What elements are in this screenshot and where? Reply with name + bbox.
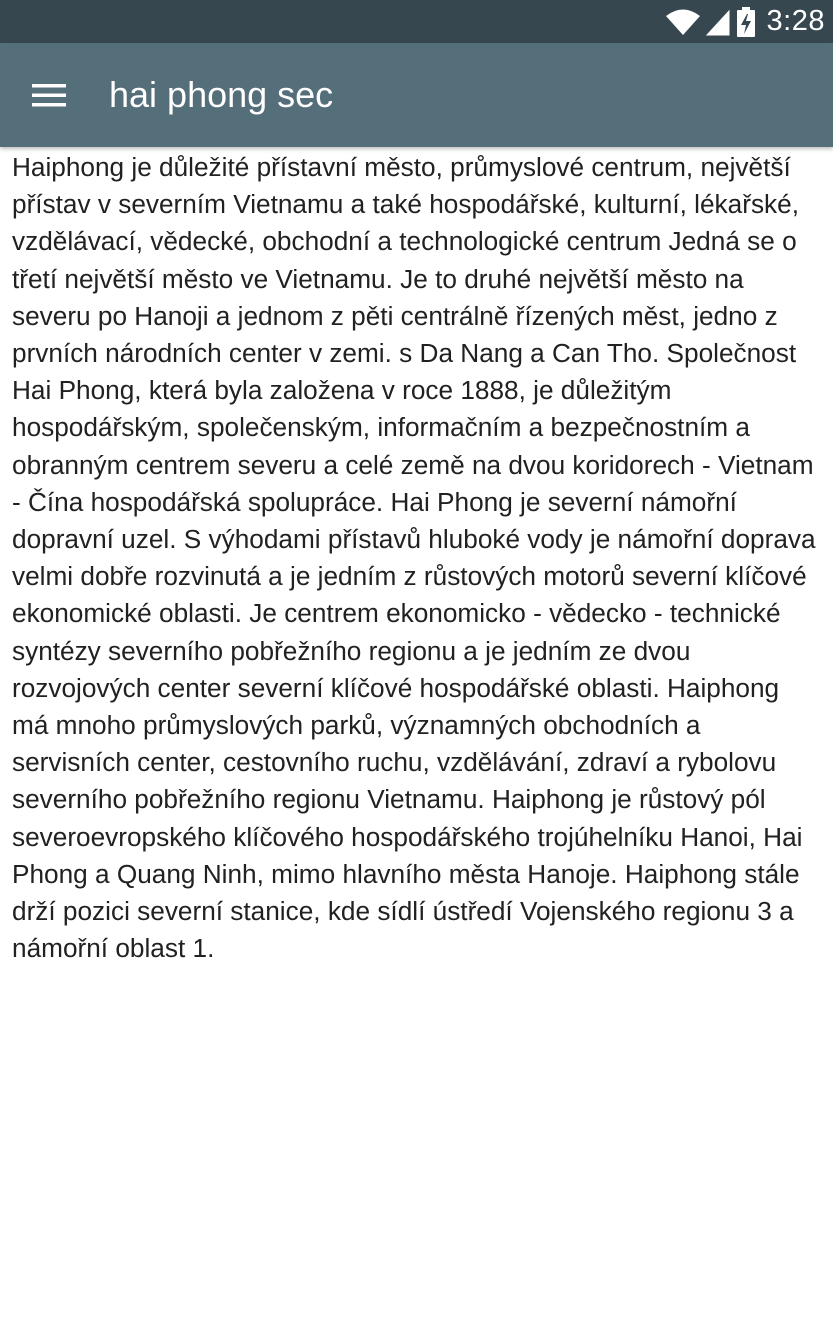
status-icons [665, 0, 825, 43]
status-time: 3:28 [766, 5, 825, 37]
hamburger-menu-icon [31, 81, 67, 109]
signal-icon [705, 7, 731, 37]
app-title: hai phong sec [109, 74, 334, 115]
wifi-icon [665, 7, 701, 37]
status-bar [0, 0, 833, 43]
article-text: Haiphong je důležité přístavní město, průmyslové centrum, největší přístav v severním Vietnamu a také hospodářské, kulturní, lékařské, vzdělávací, vědecké, obchodní a technologické centrum Jedná se o třetí největší město ve Vietnamu. Je to druhé největší město na severu po Hanoji a jednom z pěti centrálně řízených měst, jedno z prvních národních center v zemi. s Da Nang a Can Tho. Společnost Hai Phong, která byla založena v roce 1888, je důležitým hospodářským, společenským, informačním a bezpečnostním a obranným centrem severu a celé země na dvou koridorech - Vietnam - Čína hospodářská spolupráce. Hai Phong je severní námořní dopravní uzel. S výhodami přístavů hluboké vody je námořní doprava velmi dobře rozvinutá a je jedním z růstových motorů severní klíčové ekonomické oblasti. Je centrem ekonomicko - vědecko - technické syntézy severního pobřežního regionu a je jedním ze dvou rozvojových center severní klíčové hospodářské oblasti. Haiphong má mnoho průmyslových parků, významných obchodních a servisních center, cestovního ruchu, vzdělávání, zdraví a rybolovu severního pobřežního regionu Vietnamu. Haiphong je růstový pól severoevropského klíčového hospodářského trojúhelníku Hanoi, Hai Phong a Quang Ninh, mimo hlavního města Hanoje. Haiphong stále drží pozici severní stanice, kde sídlí ústředí Vojenského regionu 3 a námořní oblast 1. [12, 152, 816, 964]
app-bar [0, 43, 833, 147]
article-content [12, 149, 820, 967]
battery-charging-icon [735, 6, 757, 38]
menu-button[interactable] [20, 70, 78, 120]
